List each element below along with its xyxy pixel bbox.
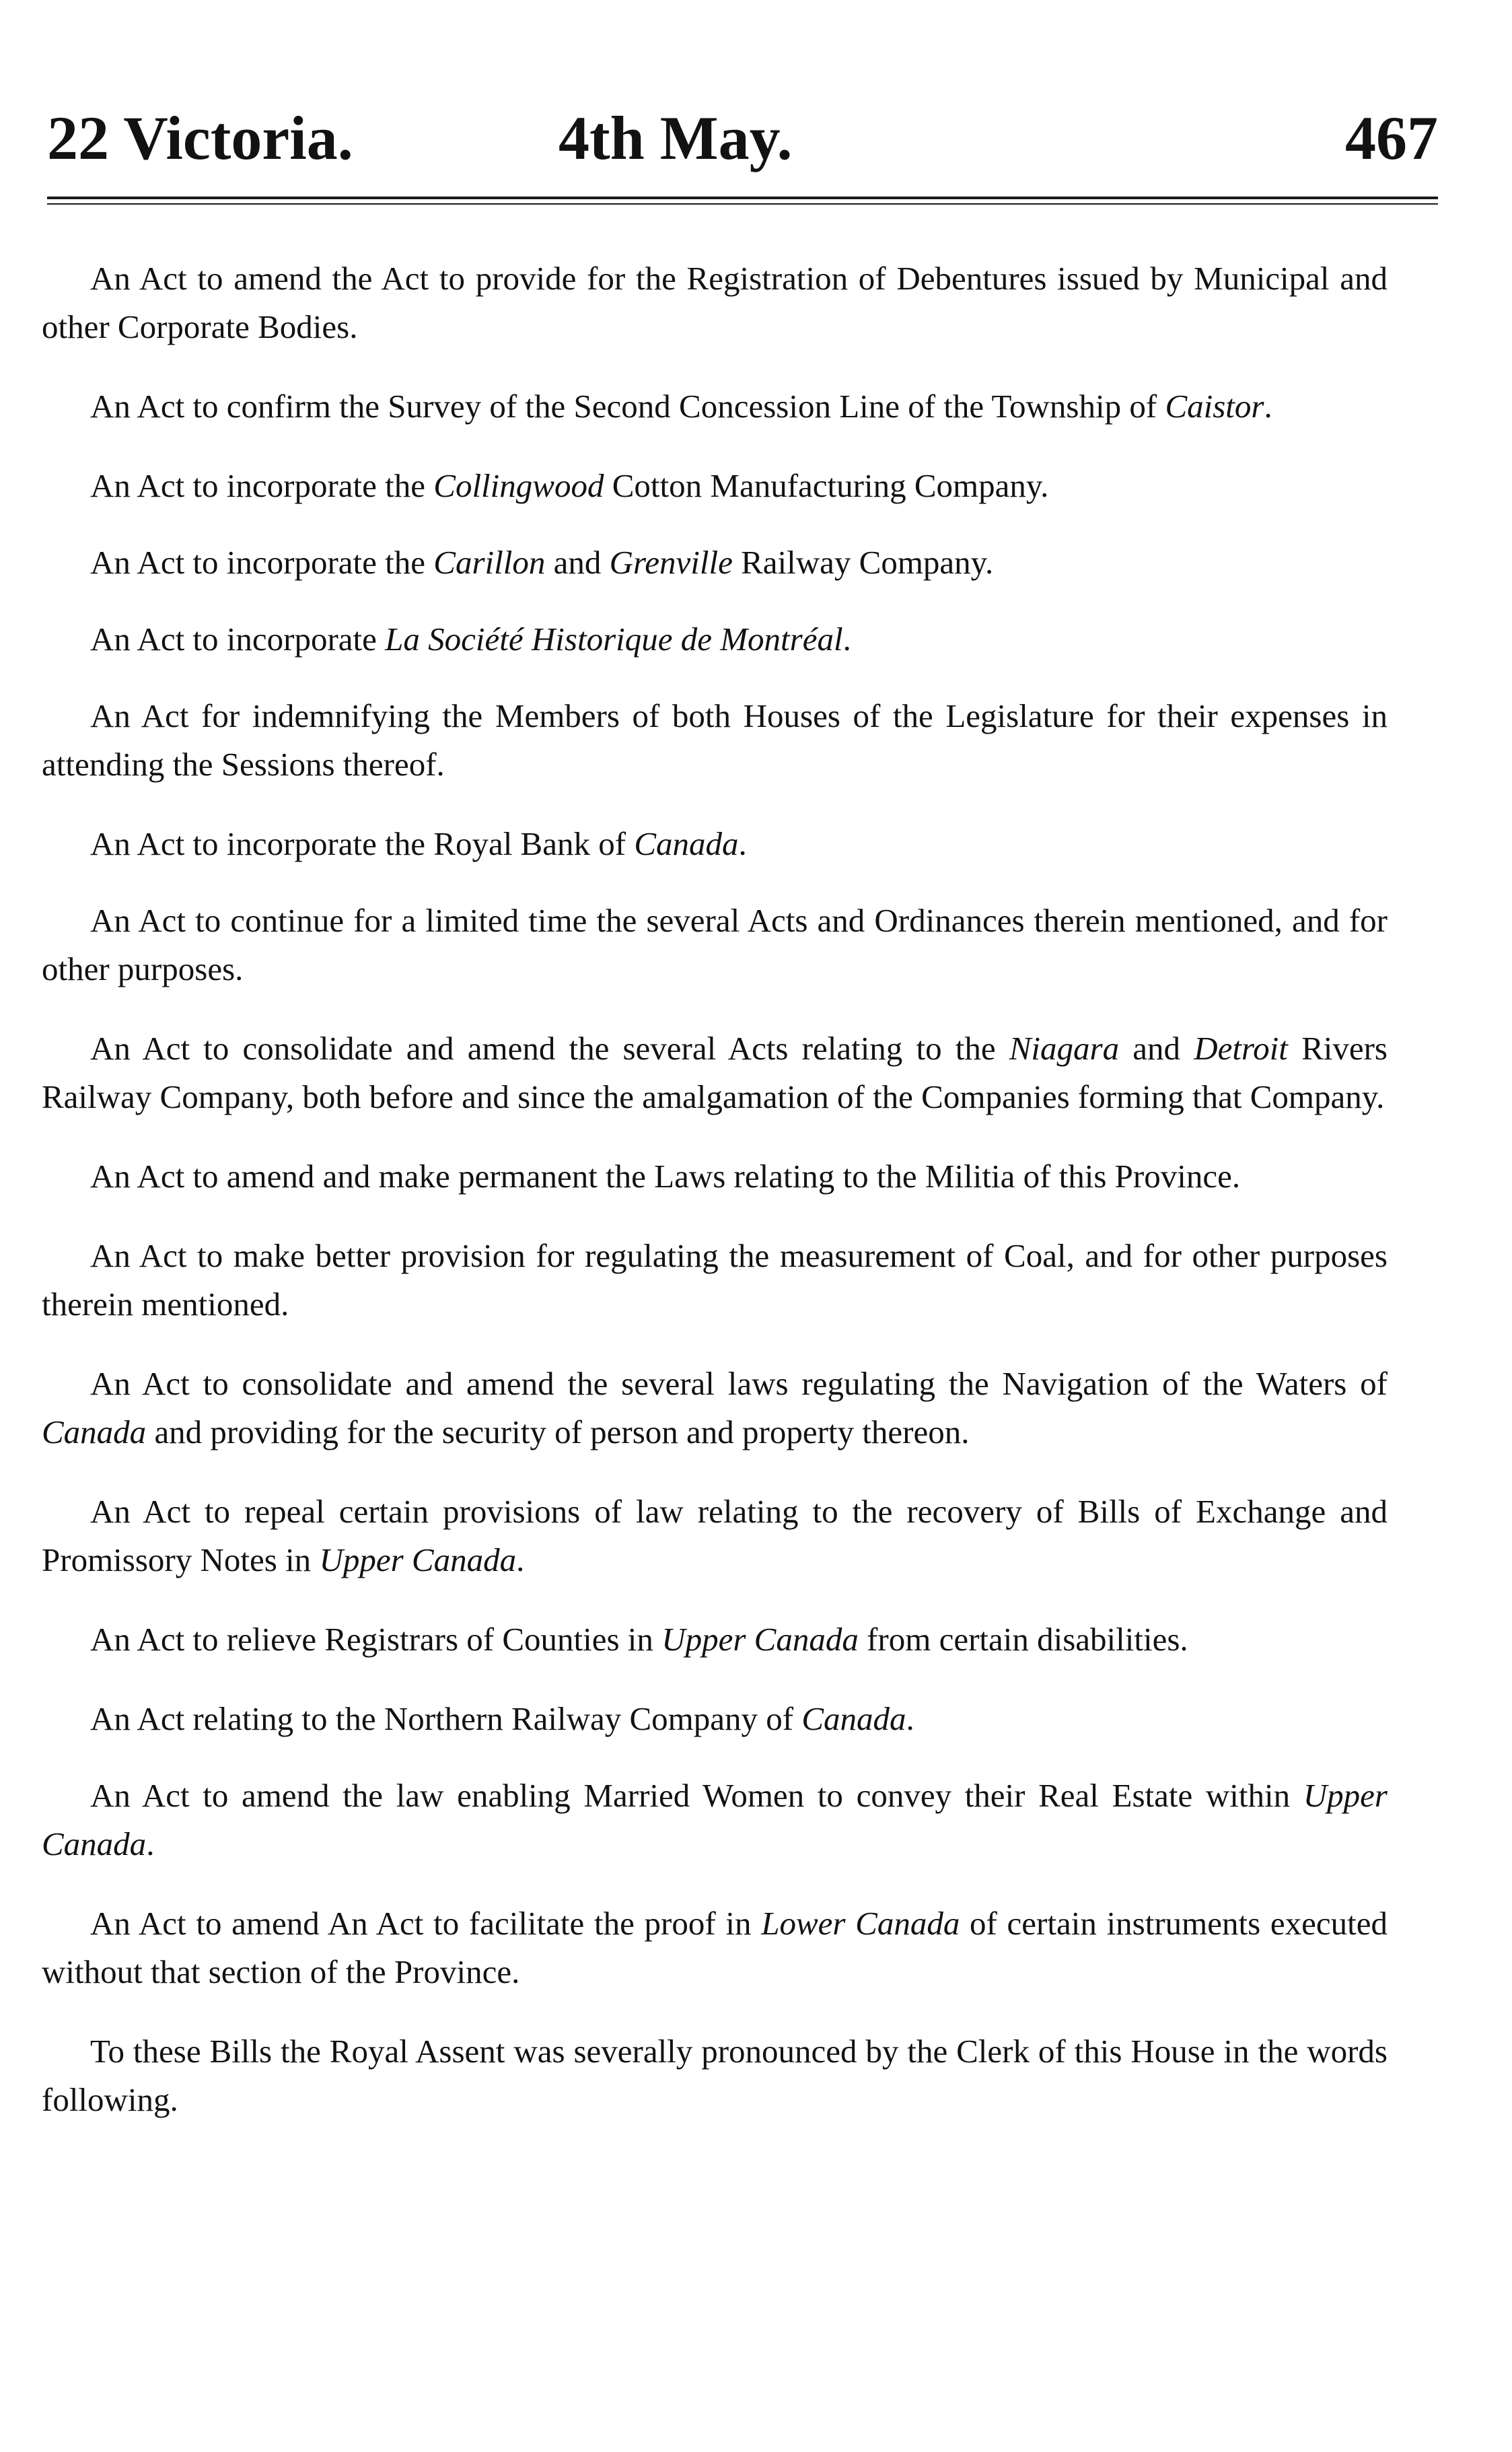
- act-entry: An Act to continue for a limited time the several Acts and Ordinances therein mentioned, and for other purposes.: [42, 902, 1388, 987]
- act-entry: An Act to consolidate and amend the several Acts relating to the Niagara and Detroit Rivers Railway Company, both before and since the amalgamation of the Companies forming that Company.: [42, 1030, 1388, 1115]
- act-entry: An Act to amend An Act to facilitate the proof in Lower Canada of certain instruments executed without that section of the Province.: [42, 1905, 1388, 1990]
- act-entry: An Act for indemnifying the Members of both Houses of the Legislature for their expenses in attending the Sessions thereof.: [42, 697, 1388, 783]
- header-date: 4th May.: [559, 104, 793, 172]
- header-rule: [47, 197, 1438, 199]
- act-entry: An Act to relieve Registrars of Counties in Upper Canada from certain disabilities.: [90, 1621, 1188, 1658]
- header-rule-thin: [47, 203, 1438, 205]
- act-entry: An Act to repeal certain provisions of law relating to the recovery of Bills of Exchange and Promissory Notes in Upper Canada.: [42, 1493, 1388, 1578]
- act-entry: An Act to incorporate La Société Historique de Montréal.: [90, 621, 851, 658]
- act-entry: An Act to incorporate the Collingwood Cotton Manufacturing Company.: [90, 467, 1049, 504]
- act-entry: An Act to amend the law enabling Married Women to convey their Real Estate within Upper Canada.: [42, 1777, 1388, 1862]
- act-entry: An Act to incorporate the Royal Bank of Canada.: [90, 825, 747, 862]
- act-entry: An Act to amend and make permanent the Laws relating to the Militia of this Province.: [90, 1158, 1241, 1195]
- act-entry: An Act to amend the Act to provide for the Registration of Debentures issued by Municipal and other Corporate Bodies.: [42, 260, 1388, 345]
- acts-list: [42, 254, 1388, 2155]
- act-entry: An Act to consolidate and amend the several laws regulating the Navigation of the Waters of Canada and providing for the security of person and property thereon.: [42, 1365, 1388, 1450]
- page-number: 467: [1345, 104, 1438, 172]
- act-entry: An Act relating to the Northern Railway Company of Canada.: [90, 1700, 914, 1737]
- closing-paragraph: To these Bills the Royal Assent was severally pronounced by the Clerk of this House in the words following.: [42, 2033, 1388, 2118]
- act-entry: An Act to incorporate the Carillon and Grenville Railway Company.: [90, 544, 994, 581]
- act-entry: An Act to make better provision for regulating the measurement of Coal, and for other purposes therein mentioned.: [42, 1237, 1388, 1323]
- header-regnal-year: 22 Victoria.: [47, 104, 353, 172]
- running-header: [47, 101, 1438, 175]
- act-entry: An Act to confirm the Survey of the Second Concession Line of the Township of Caistor.: [90, 388, 1272, 425]
